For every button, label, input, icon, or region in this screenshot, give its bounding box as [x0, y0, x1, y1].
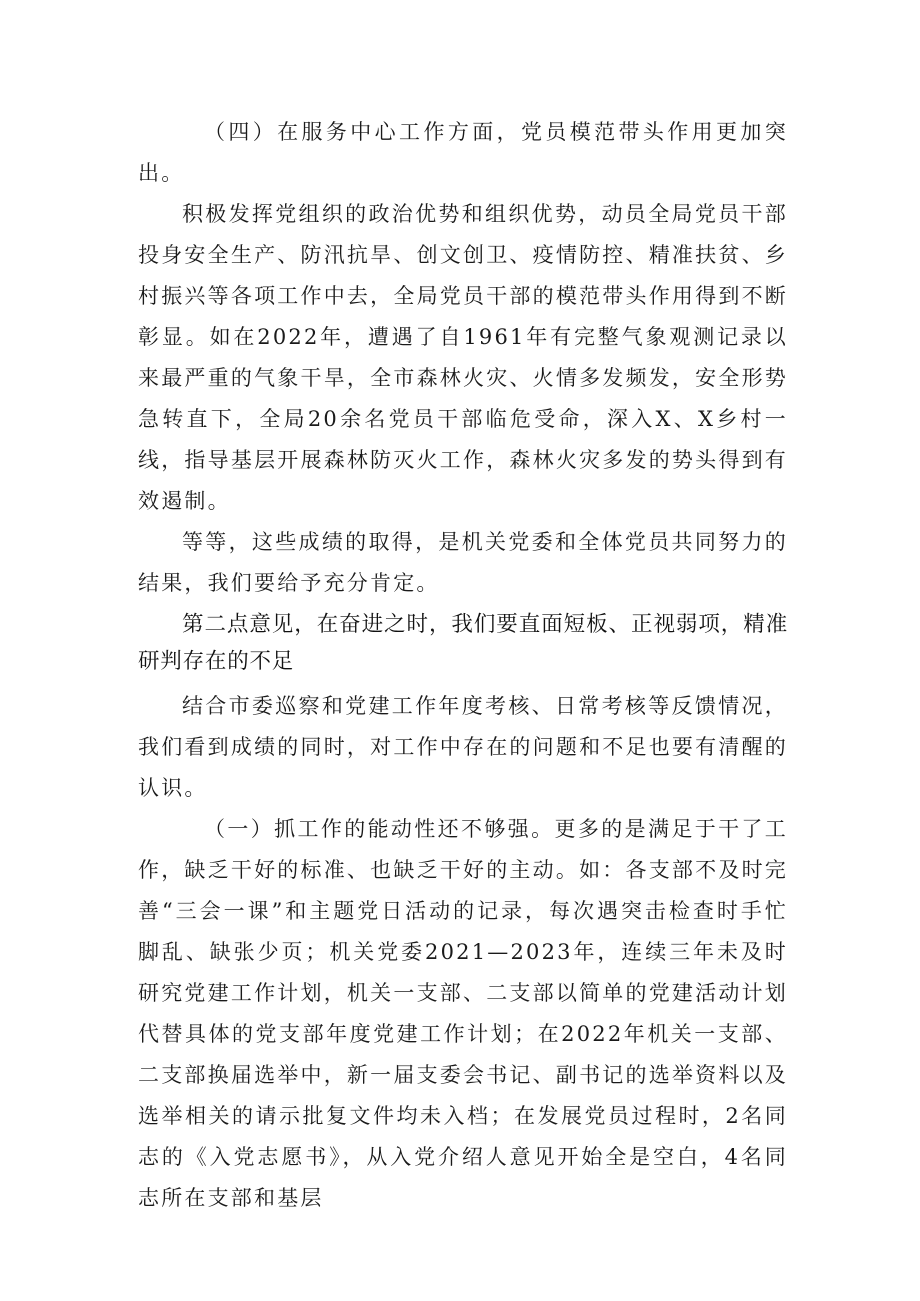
- section-four-title: （四）在服务中心工作方面，党员模范带头作用更加突出。: [138, 120, 788, 185]
- party-service-paragraph: 积极发挥党组织的政治优势和组织优势，动员全局党员干部投身安全生产、防汛抗旱、创文创卫、疫情防控、精准扶贫、乡村振兴等各项工作中去，全局党员干部的模范带头作用得到不断彰显。如在2022年，遭遇了自1961年有完整气象观测记录以来最严重的气象干旱，全市森林火灾、火情多发频发，安全形势急转直下，全局20余名党员干部临危受命，深入X、X乡村一线，指导基层开展森林防灭火工作，森林火灾多发的势头得到有效遏制。: [138, 202, 788, 513]
- problem-one-paragraph: （一）抓工作的能动性还不够强。更多的是满足于干了工作，缺乏干好的标准、也缺乏干好的主动。如：各支部不及时完善“三会一课”和主题党日活动的记录，每次遇突击检查时手忙脚乱、缺张少页；机关党委2021—2023年，连续三年未及时研究党建工作计划，机关一支部、二支部以简单的党建活动计划代替具体的党支部年度党建工作计划；在2022年机关一支部、二支部换届选举中，新一届支委会书记、副书记的选举资料以及选举相关的请示批复文件均未入档；在发展党员过程时，2名同志的《入党志愿书》，从入党介绍人意见开始全是空白，4名同志所在支部和基层: [138, 817, 788, 1210]
- inspection-feedback-paragraph: 结合市委巡察和党建工作年度考核、日常考核等反馈情况，我们看到成绩的同时，对工作中存在的问题和不足也要有清醒的认识。: [138, 694, 788, 800]
- document-body: [138, 112, 788, 1219]
- second-opinion-heading: 第二点意见，在奋进之时，我们要直面短板、正视弱项，精准研判存在的不足: [138, 612, 788, 674]
- achievement-summary-paragraph: 等等，这些成绩的取得，是机关党委和全体党员共同努力的结果，我们要给予充分肯定。: [138, 530, 788, 595]
